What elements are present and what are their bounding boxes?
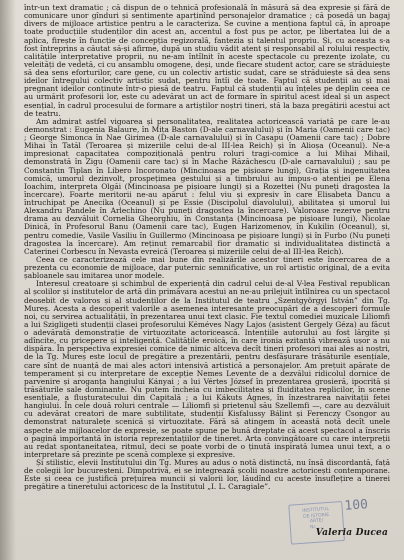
author-signature: Valeria Ducea (315, 528, 388, 538)
article-paragraph-2: Am admirat astfel vigoarea și personalitatea, realitatea actoricească variată pe care le-au demonstrat : Eugenia Balaure, în Mița Baston (D-ale carnavalului) și în Maria (Oamenii care tac) ; George Simonca în Nae Girimea (D-ale carnavalului) și în Casapu (Oamenii care tac) ; Dobre Mihai în Tatăl (Teroarea și mizeriile celui de-al III-lea Reich) și în Alioșa (Oceanul). Ne-a impresionat capacitatea compozițională pentru roluri tragi-comice a lui Mihai Mihail, demonstrată în Zigu (Oamenii care tac) și în Mache Răzăchescu (D-ale carnavalului) ; sau pe Constantin Tiplan în Libero Incoronato (Mincinoasa pe pișioare lungi), Grația și ingenuitatea comică, umorul dezinvolt, prospețimea gestului și a timbrului au impus-o atenției pe Elena Ioachim, interpreta Olgăi (Mincinoasa pe pișioare lungi) și a Rozettei (Nu puneți dragostea la încercare). Foarte meritorii ne-au apărut : felul viu și expresiv în care Elisabeta Dancu a întruchipat pe Anecika (Oceanul) și pe Essie (Discipolul diavolului), abilitatea și umorul lui Alexandru Pandele în Arlechino (Nu puneți dragostea la încercare). Valoroase rezerve pentru drama au dezvăluit Cornelia Gheorghiu, în Constanța (Mincinoasa pe pișioare lungi), Nicolae Dinică, în Profesorul Banu (Oamenii care tac), Eugen Harizomenov, în Kukilin (Oceanul), și, pentru comedie, Vasile Vasiliu în Guillermo (Mincinoasa pe pișioare lungi) și în Furbo (Nu puneți dragostea la încercare). Am reținut remarcabil fior dramatic și individualitatea distinctă a Caterinei Corbescu în Nevasta evreică (Teroarea și mizeriile celui de-al III-lea Reich). (24, 116, 390, 256)
stamp-line-1: INSTITUTUL (302, 506, 330, 514)
article-paragraph-1: într-un text dramatic ; că dispun de o tehnică profesională în măsură să dea expresie și fără de comunicare unor gînduri și sentimente aparținînd personajelor dramatice ; că posedă un bagaj divers de mijloace artistice pentru a le caracteriza. Se cuvine a menționa faptul că, în aproape toate producțiile studenților din acest an, accentul a fost pus pe actor, pe libertatea lui de a aplica, firește în funcție de concepția regizorală, fantezia și talentul propriu. Și, cu aceasta s-a fost întreprins a căutat să-și afirme, după un studiu vădit atent și responsabil al rolului respectiv, calitățile interpretative proprii, nu ne-am întîlnit în aceste spectacole cu prezențe izolate, cu veleități de vedetă, ci cu ansamblu omogene, deși, unde fiecare student actor, care se străduiește să dea sens eforturilor, care gene, cu un colectiv artistic sudat, care se străduiește să dea sens ideilor întregului colectiv artistic sudat, pentru întîi de toate. Faptul că studenții au și mai pregnant ideilor conținute într-o piesă de teatru. Faptul că studenții au înțeles pe deplin ceea ce au urmărit profesorii lor, este cu adevărat un act de formare în spiritul acest ideal și un aspect esențial, în cadrul procesului de formare a artiștilor noștri tineri, stă la baza pregătirii acestui act de teatru. (24, 3, 390, 118)
article-paragraph-3: Ceea ce caracterizează cele mai bune din realizările acestor tineri este încercarea de a prezenta cu economie de mijloace, dar puternic semnificative, un rol artistic original, de a evita șabloanele sau imitarea unor modele. (24, 254, 390, 281)
stamp-box (288, 501, 345, 545)
article-paragraph-5: Și stilistic, elevii Institutului din Tg. Mureș au adus o notă distinctă, nu însă discordantă, față de colegii lor bucureșteni. Dimpotrivă, ei se integrează școlii noastre actoricești contemporane. Este și ceea ce justifică prețuirea muncii și valorii lor, lăudînd cu aceste însuflețire a tinerei pregătire a tineretului actoricesc de la Institutul „I. L. Caragiale”. (24, 458, 390, 492)
stamp-line-2: DE ISTORIE (302, 512, 330, 520)
page-edge-shadow (0, 0, 16, 560)
article-body (24, 4, 390, 492)
stamp-line-4: Nr. .... (309, 524, 324, 531)
stamp-line-3: ARTEI (309, 518, 324, 525)
article-paragraph-4: Interesul creatoare și schimbul de experiență din cadrul celui de-al V-lea Festival republican al școlilor și institutelor de artă din primăvara acestui an ne-au prilejuit întîlnirea cu un spectacol deosebit de valoros și al studenților de la Institutul de teatru „Szentgyörgyi István” din Tg. Mureș. Acesta a descoperit valorile a asemenea interesante preocupări de a descoperi formule noi, cu servirea actualității, în prezentarea unui text clasic. Fie textul comediei muzicale Liliomfi a lui Szigligeti studenții clasei profesorului Kéméves Nagy Lajos (asistent Gergely Géza) au făcut o adevărată demonstrație de virtuozitate actoricească. Intențiile autorului au fost lărgite și adîncite, cu pricepere și inteligență. Calitățile eroică, în care ironia ezitantă vibrează ușor a nu dispăra. În perspectiva expresiei comice de nimic altceva decît tineri profesori mai ales ai noștri, de la Tg. Mureș este locul de pregătire a prezentării, pentru desfășurare trăsăturile esențiale, care sînt de nuanță de mai ales actori intensivă artistică a personajelor. Am prețuit apărate de temperament și cu interpretare de excepție Nemes Levente de a dezvălui ridicolul dornice de parvenire și aroganța hangiului Kányai ; a lui Vértes József în prezentarea grosieră, ipocrită și trăsăturile sale dominante. Nu putem încheia cu imbecilitatea și fluiditatea replicilor, în scene esențiale, a flușturatecului din Capitală ; a lui Kákuts Ágnes, în înzestrarea naivitații fetei hangiului. În cele două roluri centrale — Liliomfi și prietenul său Szellemfi —, care au dezvăluit cu adevărat creatori de mare subtilitate, studenții Kisfalussy Bálint și Ferenczy Csongor au demonstrat naturalețe scenică și virtuozitate. Fără să atingem în această notă decît unele aspecte ale mijloacelor de expresie, se poate spune pe bună dreptate că acest spectacol a înscris o pagină importantă în istoria reprezentațiilor de tineret. Arta convingătoare cu care interpreții au redat spontaneitatea, ritmul, deci se poate vorbi de o ținută inspirată lumea unui text, a o interpretare să prezinte pe scenă complexe și expresive. (24, 279, 390, 459)
handwritten-number: 100 (344, 497, 369, 514)
